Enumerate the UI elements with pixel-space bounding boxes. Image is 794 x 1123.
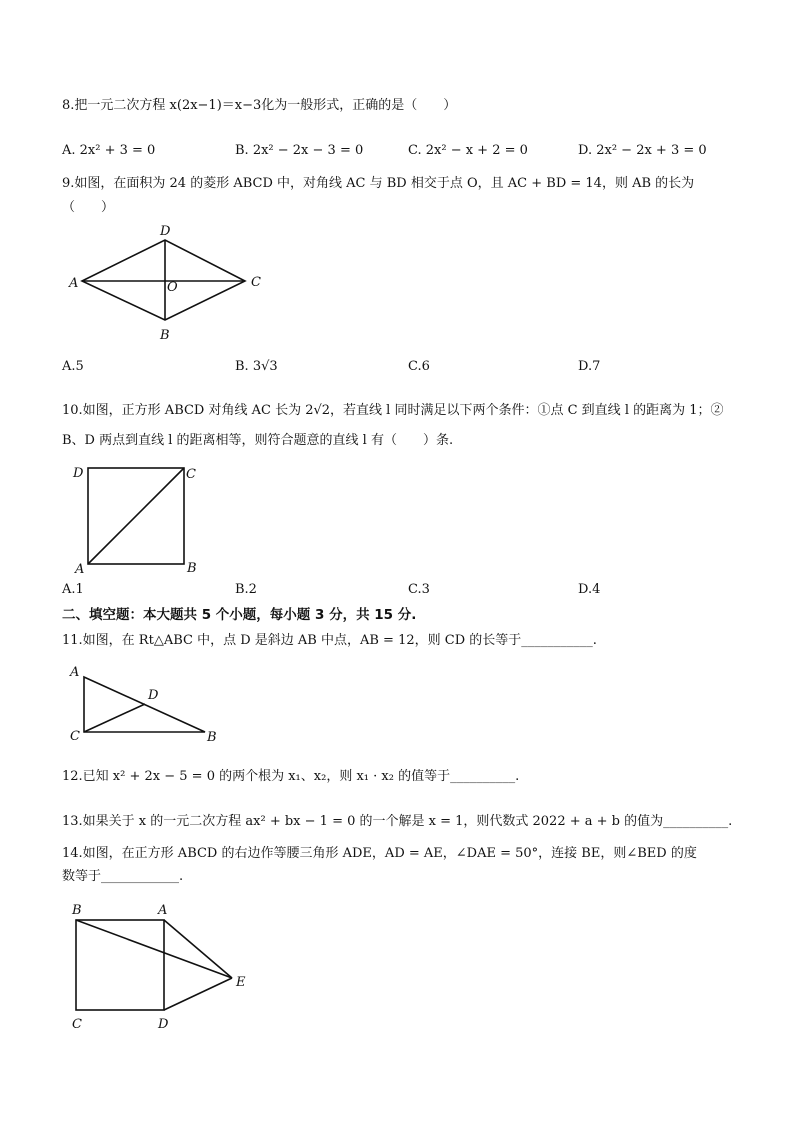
q14-stem-line2: 数等于____________. <box>62 869 184 884</box>
q11-label-c: C <box>70 729 80 744</box>
q14-square <box>76 920 164 1010</box>
q10-stem-line1: 10.如图，正方形 ABCD 对角线 AC 长为 2√2，若直线 l 同时满足以下两个条件：①点 C 到直线 l 的距离为 1；② <box>62 403 724 418</box>
q9-label-o: O <box>167 280 178 295</box>
q14-stem-line1: 14.如图，在正方形 ABCD 的右边作等腰三角形 ADE，AD = AE，∠DAE = 50°，连接 BE，则∠BED 的度 <box>62 846 697 861</box>
q11-label-b: B <box>207 730 217 745</box>
q11-label-a: A <box>70 665 80 680</box>
q10-option-c: C.3 <box>408 582 430 597</box>
q9-stem-line2: （ ） <box>62 200 115 215</box>
q10-option-d: D.4 <box>578 582 601 597</box>
q10-label-a: A <box>75 562 85 577</box>
q9-option-c: C.6 <box>408 359 430 374</box>
q14-label-e: E <box>236 975 246 990</box>
q9-stem-line1: 9.如图，在面积为 24 的菱形 ABCD 中，对角线 AC 与 BD 相交于点 O，且 AC + BD = 14，则 AB 的长为 <box>62 176 695 191</box>
q8-option-c: C. 2x² − x + 2 = 0 <box>408 143 528 158</box>
q14-label-c: C <box>72 1017 82 1032</box>
q12-stem: 12.已知 x² + 2x − 5 = 0 的两个根为 x₁、x₂，则 x₁ · x₂ 的值等于__________. <box>62 769 520 784</box>
q8-stem: 8.把一元二次方程 x(2x−1)＝x−3化为一般形式，正确的是（ ） <box>62 98 457 113</box>
section2-heading: 二、填空题：本大题共 5 个小题，每小题 3 分，共 15 分. <box>62 607 417 623</box>
q9-label-b: B <box>160 328 170 343</box>
q9-label-c: C <box>251 275 261 290</box>
q8-option-b: B. 2x² − 2x − 3 = 0 <box>235 143 364 158</box>
q10-label-d: D <box>73 466 84 481</box>
q11-label-d: D <box>148 688 159 703</box>
q14-line-de <box>164 978 232 1010</box>
q11-stem: 11.如图，在 Rt△ABC 中，点 D 是斜边 AB 中点，AB = 12，则 CD 的长等于___________. <box>62 633 597 648</box>
q10-label-c: C <box>186 467 196 482</box>
q10-option-a: A.1 <box>62 582 84 597</box>
q9-label-d: D <box>160 224 171 239</box>
q8-option-a: A. 2x² + 3 = 0 <box>62 143 156 158</box>
q10-label-b: B <box>187 561 197 576</box>
q9-label-a: A <box>69 276 79 291</box>
q9-option-d: D.7 <box>578 359 601 374</box>
q8-option-d: D. 2x² − 2x + 3 = 0 <box>578 143 707 158</box>
q10-option-b: B.2 <box>235 582 257 597</box>
q14-label-a: A <box>158 903 168 918</box>
q10-stem-line2: B、D 两点到直线 l 的距离相等，则符合题意的直线 l 有（ ）条. <box>62 433 454 448</box>
q9-option-a: A.5 <box>62 359 84 374</box>
q14-line-be <box>76 920 232 978</box>
q14-label-d: D <box>158 1017 169 1032</box>
q14-line-ae <box>164 920 232 978</box>
q13-stem: 13.如果关于 x 的一元二次方程 ax² + bx − 1 = 0 的一个解是 x = 1，则代数式 2022 + a + b 的值为__________. <box>62 814 733 829</box>
q9-option-b: B. 3√3 <box>235 359 278 374</box>
q14-label-b: B <box>72 903 82 918</box>
